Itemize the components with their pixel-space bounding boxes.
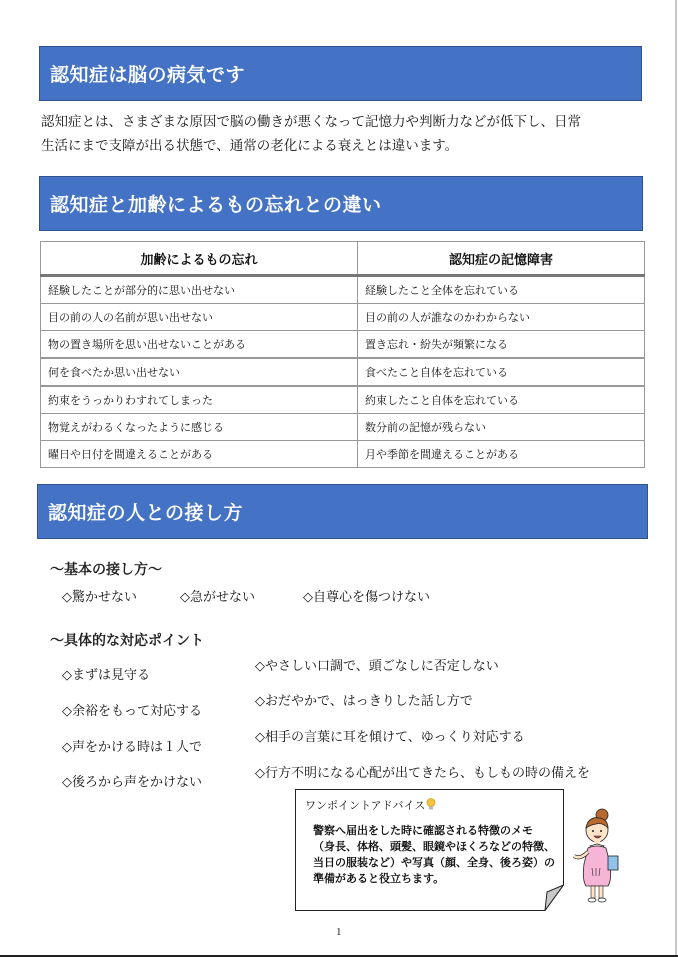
page-number: 1 (336, 926, 342, 938)
section-title-band (39, 46, 642, 101)
basic-item: ◇自尊心を傷つけない (303, 590, 430, 605)
basic-approach-heading: ～基本の接し方～ (50, 562, 162, 578)
table-row (41, 358, 645, 386)
lightbulb-icon (426, 798, 436, 814)
point-item: ◇行方不明になる心配が出てきたら、もしもの時の備えを (255, 766, 590, 781)
point-item: ◇やさしい口調で、頭ごなしに否定しない (255, 659, 499, 674)
advice-note (295, 789, 564, 911)
advice-line: 準備があると役立ちます。 (313, 872, 445, 885)
section-title: 認知症と加齢によるもの忘れとの違い (50, 194, 382, 216)
basic-item: ◇驚かせない (62, 590, 137, 605)
table-cell: 約束をうっかりわすれてしまった (41, 386, 358, 414)
table-header-row (41, 242, 645, 276)
point-item: ◇おだやかで、はっきりした話し方で (255, 694, 473, 709)
table-cell: 月や季節を間違えることがある (358, 441, 645, 468)
table-cell: 経験したこと全体を忘れている (358, 276, 645, 304)
table-row (41, 276, 645, 304)
table-cell: 経験したことが部分的に思い出せない (41, 276, 358, 304)
column-header: 認知症の記憶障害 (358, 242, 645, 276)
table-cell: 物覚えがわるくなったように感じる (41, 414, 358, 441)
table-cell: 目の前の人の名前が思い出せない (41, 304, 358, 331)
intro-line: 生活にまで支障が出る状態で、通常の老化による衰えとは違います。 (41, 138, 459, 154)
table-cell: 物の置き場所を思い出せないことがある (41, 331, 358, 359)
section-title-band (39, 176, 643, 231)
section-title: 認知症は脳の病気です (50, 64, 246, 86)
point-item: ◇相手の言葉に耳を傾けて、ゆっくり対応する (255, 730, 525, 745)
nurse-illustration-icon (572, 806, 634, 910)
table-row (41, 414, 645, 441)
table-row (41, 386, 645, 414)
advice-line: 当日の服装など）や写真（顔、全身、後ろ姿）の (313, 856, 555, 869)
table-cell: 目の前の人が誰なのかわからない (358, 304, 645, 331)
basic-item: ◇急がせない (180, 590, 255, 605)
point-item: ◇声をかける時は１人で (62, 740, 202, 755)
point-item: ◇後ろから声をかけない (62, 775, 202, 790)
advice-title-text: ワンポイントアドバイス (305, 799, 426, 812)
point-item: ◇まずは見守る (62, 668, 150, 683)
table-row (41, 331, 645, 359)
column-header: 加齢によるもの忘れ (41, 242, 358, 276)
advice-line: （身長、体格、頭髪、眼鏡やほくろなどの特徴、 (313, 840, 555, 853)
intro-line: 認知症とは、さまざまな原因で脳の働きが悪くなって記憶力や判断力などが低下し、日常 (41, 114, 581, 130)
table-row (41, 441, 645, 468)
table-row (41, 304, 645, 331)
advice-body (313, 823, 559, 887)
table-cell: 約束したこと自体を忘れている (358, 386, 645, 414)
page-edge (675, 0, 677, 957)
intro-paragraph (41, 110, 641, 158)
response-points-heading: ～具体的な対応ポイント (50, 633, 204, 649)
table-cell: 曜日や日付を間違えることがある (41, 441, 358, 468)
point-item: ◇余裕をもって対応する (62, 704, 202, 719)
table-cell: 何を食べたか思い出せない (41, 358, 358, 386)
table-cell: 数分前の記憶が残らない (358, 414, 645, 441)
table-cell: 食べたこと自体を忘れている (358, 358, 645, 386)
advice-title (305, 797, 436, 814)
section-title-band (37, 484, 648, 539)
comparison-table (40, 241, 645, 468)
advice-line: 警察へ届出をした時に確認される特徴のメモ (313, 824, 533, 837)
section-title: 認知症の人との接し方 (48, 502, 244, 524)
table-cell: 置き忘れ・紛失が頻繁になる (358, 331, 645, 359)
